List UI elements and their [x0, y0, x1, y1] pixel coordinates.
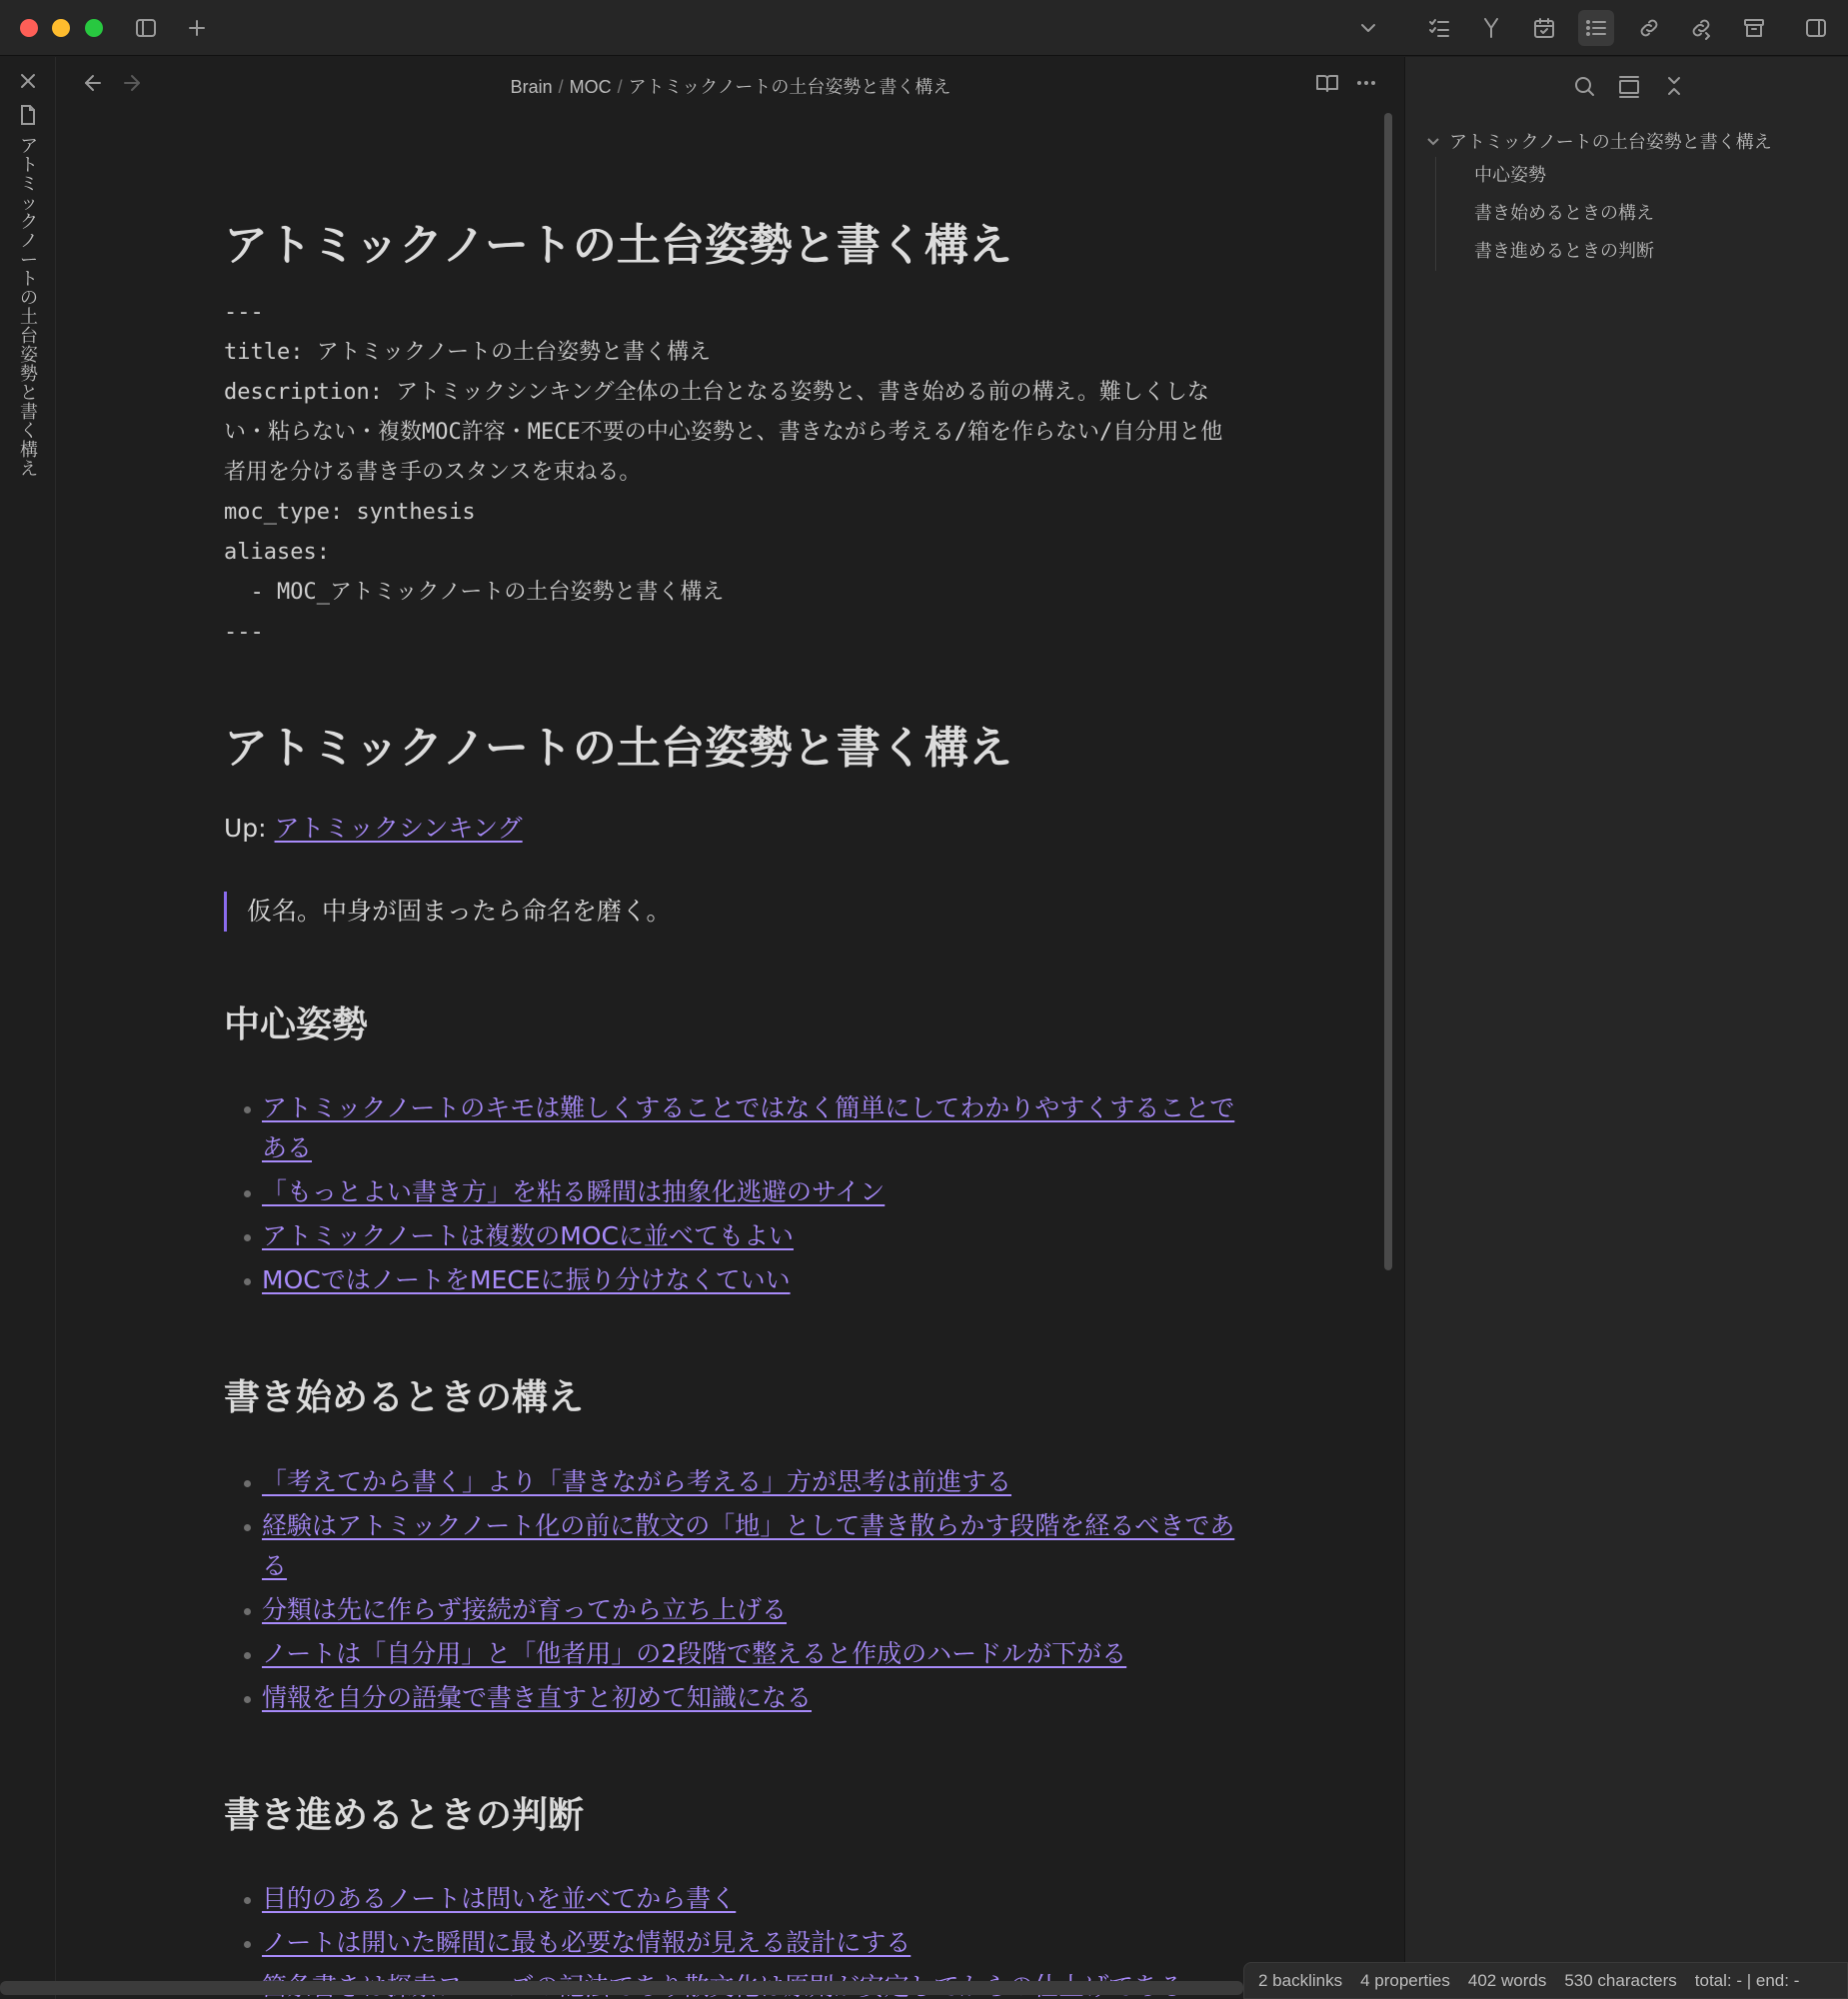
breadcrumb-item-brain[interactable]: Brain	[510, 77, 553, 97]
character-count: 530 characters	[1564, 1970, 1677, 1990]
outline-item[interactable]: 中心姿勢	[1474, 165, 1546, 186]
frontmatter-line: - MOC_アトミックノートの土台姿勢と書く構え	[224, 580, 725, 605]
minimize-window-button[interactable]	[52, 19, 70, 37]
breadcrumb: Brain / MOC / アトミックノートの土台姿勢と書く構え	[510, 77, 951, 97]
list-item	[244, 1634, 1243, 1674]
note-link[interactable]: 「もっとよい書き方」を粘る瞬間は抽象化逃避のサイン	[262, 1177, 886, 1206]
frontmatter-line: description: アトミックシンキング全体の土台となる姿勢と、書き始める前の構え。難しくしない・粘らない・複数MOC許容・MECE不要の中心姿勢と、書きながら考える/箱を作らない/自分用と他者用を分ける書き手のスタンスを束ねる。	[224, 380, 1223, 485]
new-tab-icon[interactable]	[179, 10, 215, 46]
frontmatter-line: ---	[224, 300, 264, 325]
note-link[interactable]: 目的のあるノートは問いを並べてから書く	[262, 1884, 737, 1913]
up-label: Up:	[224, 814, 275, 843]
blockquote: 仮名。中身が固まったら命名を磨く。	[224, 892, 672, 932]
list-item	[244, 1462, 1243, 1502]
frontmatter-line: moc_type: synthesis	[224, 500, 476, 525]
list-item	[244, 1216, 1243, 1256]
backlinks-count[interactable]: 2 backlinks	[1258, 1970, 1343, 1990]
inline-title[interactable]: アトミックノートの土台姿勢と書く構え	[224, 220, 1012, 271]
file-icon[interactable]	[16, 103, 40, 127]
section-list	[244, 1088, 1243, 1304]
note-link[interactable]: MOCではノートをMECEに振り分けなくていい	[262, 1265, 791, 1294]
close-tab-icon[interactable]	[16, 69, 40, 93]
collapsed-tab-strip	[0, 57, 56, 1999]
archive-icon[interactable]	[1736, 10, 1772, 46]
note-link[interactable]: 情報を自分の語彙で書き直すと初めて知識になる	[262, 1683, 813, 1712]
close-window-button[interactable]	[20, 19, 38, 37]
links-outgoing-icon[interactable]	[1631, 10, 1667, 46]
search-icon[interactable]	[1569, 71, 1599, 101]
list-item	[244, 1678, 1243, 1718]
section-list	[244, 1462, 1243, 1722]
editor-pane	[57, 57, 1404, 1999]
list-item	[244, 1590, 1243, 1630]
toggle-right-sidebar-icon[interactable]	[1798, 10, 1834, 46]
frontmatter-block[interactable]	[224, 293, 1223, 653]
list-item	[244, 1172, 1243, 1212]
up-link[interactable]: アトミックシンキング	[274, 814, 523, 843]
outline-list-icon[interactable]	[1578, 10, 1614, 46]
frontmatter-line: ---	[224, 620, 264, 645]
calendar-check-icon[interactable]	[1526, 10, 1562, 46]
chevron-down-icon[interactable]	[1425, 133, 1441, 149]
outline-tree	[1425, 125, 1835, 271]
section-heading: 中心姿勢	[224, 1004, 369, 1045]
links-incoming-icon[interactable]	[1683, 10, 1719, 46]
collapse-all-icon[interactable]	[1659, 71, 1689, 101]
horizontal-scrollbar[interactable]	[0, 1981, 1243, 1995]
section-heading: 書き進めるときの判断	[224, 1795, 585, 1836]
vertical-scrollbar[interactable]	[1384, 113, 1392, 1270]
list-item	[244, 1506, 1243, 1586]
toggle-left-sidebar-icon[interactable]	[128, 10, 164, 46]
reading-view-book-icon[interactable]	[1315, 71, 1343, 99]
list-item	[244, 1923, 1243, 1963]
breadcrumb-item-note[interactable]: アトミックノートの土台姿勢と書く構え	[628, 77, 951, 97]
note-link[interactable]: 分類は先に作らず接続が育ってから立ち上げる	[262, 1595, 788, 1624]
vertical-tab-title[interactable]: アトミックノートの土台姿勢と書く構え	[20, 136, 38, 480]
note-link[interactable]: アトミックノートは複数のMOCに並べてもよい	[262, 1221, 794, 1250]
word-count: 402 words	[1467, 1970, 1547, 1990]
collapse-panel-icon[interactable]	[1614, 71, 1644, 101]
note-link[interactable]: 「考えてから書く」より「書きながら考える」方が思考は前進する	[262, 1467, 1012, 1496]
reading-time-status: total: - | end: -	[1694, 1970, 1800, 1990]
up-link-line	[224, 809, 523, 845]
status-bar	[1243, 1962, 1848, 1999]
right-sidebar-outline	[1404, 57, 1848, 1999]
outline-item[interactable]: 書き進めるときの判断	[1474, 241, 1654, 262]
properties-count[interactable]: 4 properties	[1360, 1970, 1450, 1990]
note-link[interactable]: アトミックノートのキモは難しくすることではなく簡単にしてわかりやすくすることである	[262, 1093, 1235, 1162]
window-titlebar	[0, 0, 1848, 56]
list-item	[244, 1260, 1243, 1300]
outline-children	[1435, 157, 1835, 271]
zoom-window-button[interactable]	[85, 19, 103, 37]
note-heading: アトミックノートの土台姿勢と書く構え	[224, 723, 1012, 774]
frontmatter-line: title: アトミックノートの土台姿勢と書く構え	[224, 340, 712, 365]
chevron-down-icon[interactable]	[1350, 10, 1386, 46]
list-item	[244, 1088, 1243, 1168]
outline-root-label: アトミックノートの土台姿勢と書く構え	[1449, 132, 1772, 153]
outline-item[interactable]: 書き始めるときの構え	[1474, 203, 1654, 224]
git-fork-icon[interactable]	[1473, 10, 1509, 46]
section-heading: 書き始めるときの構え	[224, 1377, 585, 1418]
list-item	[244, 1879, 1243, 1919]
outline-root[interactable]	[1425, 125, 1835, 157]
checklist-icon[interactable]	[1421, 10, 1457, 46]
note-link[interactable]: ノートは「自分用」と「他者用」の2段階で整えると作成のハードルが下がる	[262, 1639, 1127, 1668]
more-options-icon[interactable]	[1354, 71, 1382, 99]
note-link[interactable]: ノートは開いた瞬間に最も必要な情報が見える設計にする	[262, 1928, 912, 1957]
breadcrumb-item-moc[interactable]: MOC	[569, 77, 612, 97]
note-link[interactable]: 経験はアトミックノート化の前に散文の「地」として書き散らかす段階を経るべきである	[262, 1511, 1235, 1580]
frontmatter-line: aliases:	[224, 540, 330, 565]
